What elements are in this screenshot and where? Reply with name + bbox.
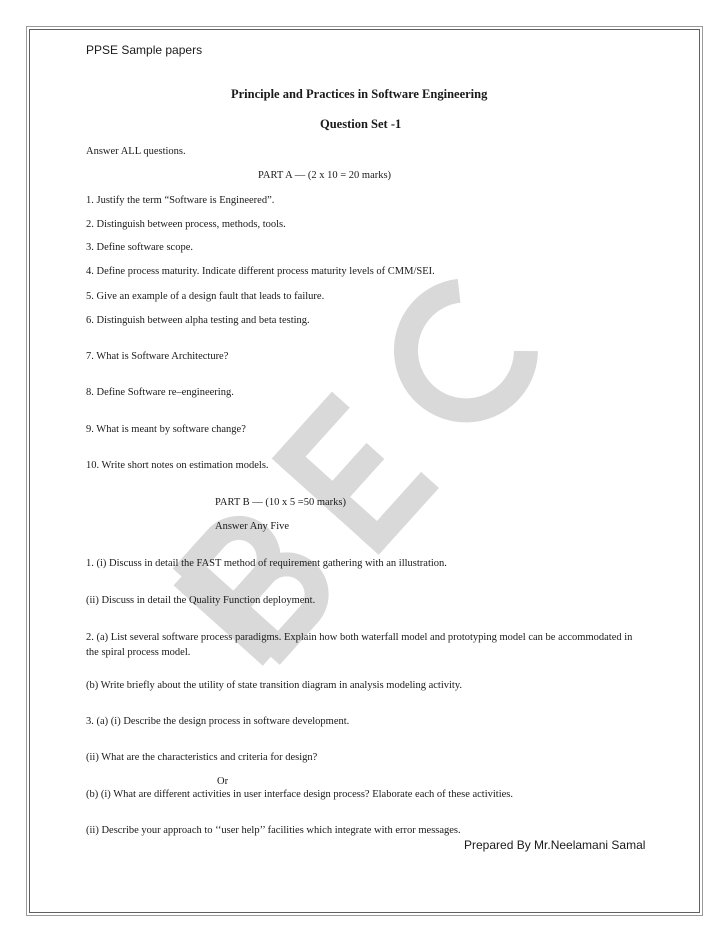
or-separator: Or: [217, 776, 229, 787]
part-a-question: 5. Give an example of a design fault that leads to failure.: [86, 291, 325, 302]
part-a-question: 9. What is meant by software change?: [86, 424, 246, 435]
part-b-question: (ii) Discuss in detail the Quality Function deployment.: [86, 595, 316, 606]
part-a-question: 2. Distinguish between process, methods, tools.: [86, 219, 286, 230]
part-b-question: (ii) What are the characteristics and criteria for design?: [86, 752, 318, 763]
instruction-text: Answer ALL questions.: [86, 146, 186, 157]
page-footer: Prepared By Mr.Neelamani Samal: [464, 838, 646, 852]
question-set-title: Question Set -1: [320, 117, 402, 131]
part-a-question: 6. Distinguish between alpha testing and beta testing.: [86, 315, 310, 326]
part-a-question: 8. Define Software re–engineering.: [86, 387, 234, 398]
page-header: PPSE Sample papers: [86, 43, 203, 57]
part-b-question: 3. (a) (i) Describe the design process in software development.: [86, 716, 350, 727]
part-b-question: (b) (i) What are different activities in user interface design process? Elaborate each of these activities.: [86, 789, 514, 800]
part-a-question: 3. Define software scope.: [86, 242, 193, 253]
document-title: Principle and Practices in Software Engineering: [231, 87, 488, 101]
part-b-question: (ii) Describe your approach to ‘‘user help’’ facilities which integrate with error messages.: [86, 825, 461, 836]
part-b-question: 2. (a) List several software process paradigms. Explain how both waterfall model and prototyping model can be accommodated in the spiral process model.: [86, 632, 633, 658]
part-a-heading: PART A — (2 x 10 = 20 marks): [258, 170, 392, 181]
part-b-question: 1. (i) Discuss in detail the FAST method of requirement gathering with an illustration.: [86, 558, 447, 569]
part-b-heading: PART B — (10 x 5 =50 marks): [215, 497, 347, 508]
part-a-question: 1. Justify the term “Software is Engineered”.: [86, 195, 275, 206]
part-b-instruction: Answer Any Five: [215, 521, 290, 532]
part-a-question: 10. Write short notes on estimation models.: [86, 460, 269, 471]
part-b-question: (b) Write briefly about the utility of state transition diagram in analysis modeling activity.: [86, 680, 463, 691]
part-a-question: 4. Define process maturity. Indicate different process maturity levels of CMM/SEI.: [86, 266, 435, 277]
part-a-question: 7. What is Software Architecture?: [86, 351, 229, 362]
